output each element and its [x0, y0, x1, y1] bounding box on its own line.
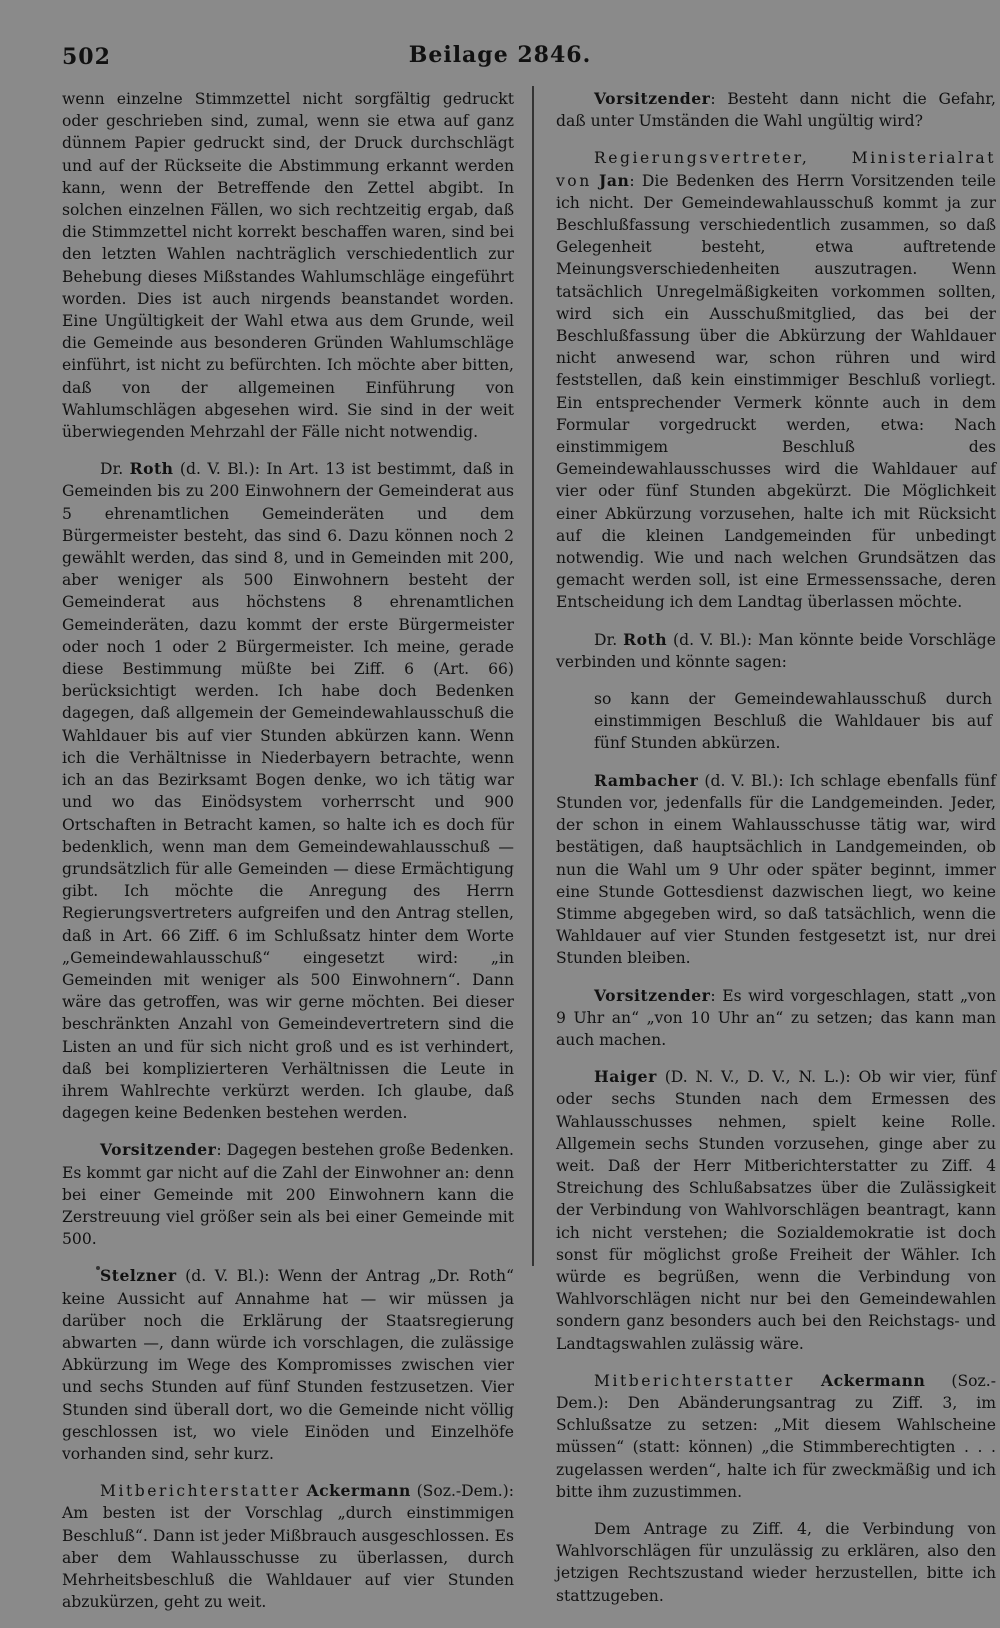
paragraph: Mitberichterstatter Ackermann (Soz.-Dem.): Am besten ist der Vorschlag „durch einstimmigen Beschluß“. Dann ist jeder Mißbrauch ausgeschlossen. Es aber dem Wahlausschusse zu überlassen, durch Mehrheitsbeschluß die Wahldauer auf vier Stunden abzukürzen, geht zu weit. [62, 1481, 514, 1612]
speaker-party: (d. V. Bl.): [173, 460, 267, 479]
paragraph: Vorsitzender: Es wird vorgeschlagen, statt „von 9 Uhr an“ „von 10 Uhr an“ zu setzen; das kann man auch machen. [556, 985, 996, 1049]
column-rule [532, 86, 534, 1266]
speaker-name: Vorsitzender [594, 89, 711, 108]
paragraph: Dr. Roth (d. V. Bl.): In Art. 13 ist bestimmt, daß in Gemeinden bis zu 200 Einwohnern der Gemeinderat aus 5 ehrenamtlichen Gemeinderäten und dem Bürgermeister besteht, das sind 6. Dazu können noch 2 gewählt werden, das sind 8, und in Gemeinden mit 200, aber weniger als 500 Einwohnern besteht der Gemeinderat aus höchstens 8 ehrenamtlichen Gemeinderäten, dazu kommt der erste Bürgermeister oder noch 1 oder 2 Bürgermeister. Ich meine, gerade diese Bestimmung müßte bei Ziff. 6 (Art. 66) berücksichtigt werden. Ich habe doch Bedenken dagegen, daß allgemein der Gemeindewahlausschuß die Wahldauer bis auf vier Stunden abkürzen kann. Wenn ich die Verhältnisse in Niederbayern betrachte, wenn ich an das Bezirksamt Bogen denke, wo ich tätig war und wo das Einödsystem vorherrscht und 900 Ortschaften in Betracht kamen, so halte ich es doch für bedenklich, wenn man dem Gemeindewahlausschuß — grundsätzlich für alle Gemeinden — diese Ermächtigung gibt. Ich möchte die Anregung des Herrn Regierungsvertreters aufgreifen und den Antrag stellen, daß in Art. 66 Ziff. 6 im Schlußsatz hinter dem Worte „Gemeindewahlausschuß“ eingesetzt wird: „in Gemeinden mit weniger als 500 Einwohnern“. Dann wäre das getroffen, was wir gerne möchten. Bei dieser beschränkten Anzahl von Gemeindevertretern sind die Listen an und für sich nicht groß und es ist verhindert, daß bei komplizierteren Verhältnissen die Leute in ihrem Wahlrechte verkürzt werden. Ich glaube, daß dagegen keine Bedenken bestehen werden. [62, 459, 514, 1123]
paragraph: Rambacher (d. V. Bl.): Ich schlage ebenfalls fünf Stunden vor, jedenfalls für die Landgemeinden. Jeder, der schon in einem Wahlausschusse tätig war, wird bestätigen, daß hauptsächlich in Landgemeinden, ob nun die Wahl um 9 Uhr oder später beginnt, immer eine Stunde Gottesdienst dazwischen liegt, wo keine Stimme abgegeben wird, so daß tatsächlich, wenn die Wahldauer auf vier Stunden festgesetzt ist, nur drei Stunden bleiben. [556, 770, 996, 968]
paragraph: Mitberichterstatter Ackermann (Soz.-Dem.): Den Abänderungsantrag zu Ziff. 3, im Schlußsatze zu setzen: „Mit diesem Wahlscheine müssen“ (statt: können) „die Stimmberechtigten . . . zugelassen werden“, halte ich für zweckmäßig und ich bitte ihm zuzustimmen. [556, 1370, 996, 1501]
right-column [556, 88, 996, 1622]
speaker-name: Ackermann [306, 1481, 411, 1501]
paragraph: Dr. Roth (d. V. Bl.): Man könnte beide Vorschläge verbinden und könnte sagen: [556, 629, 996, 671]
quoted-proposal: so kann der Gemeindewahlausschuß durch einstimmigen Beschluß die Wahldauer bis auf fünf Stunden abkürzen. [594, 690, 992, 753]
paragraph: Vorsitzender: Besteht dann nicht die Gefahr, daß unter Umständen die Wahl ungültig wird? [556, 89, 996, 131]
paragraph: Regierungsvertreter, Ministerialrat von Jan: Die Bedenken des Herrn Vorsitzenden teile ich nicht. Der Gemeindewahlausschuß kommt ja zur Beschlußfassung verschiedentlich zusammen, so daß Gelegenheit besteht, etwa auftretende Meinungsverschiedenheiten auszutragen. Wenn tatsächlich Unregelmäßigkeiten vorkommen sollten, wird sich ein Ausschußmitglied, das bei der Beschlußfassung über die Abkürzung der Wahldauer nicht anwesend war, schon rühren und wird feststellen, daß kein einstimmiger Beschluß vorliegt. Ein entsprechender Vermerk könnte auch in dem Formular vorgedruckt werden, etwa: Nach einstimmigem Beschluß des Gemeindewahlausschusses wird die Wahldauer auf vier oder fünf Stunden abgekürzt. Die Möglichkeit einer Abkürzung vorzusehen, halte ich mit Rücksicht auf die kleinen Landgemeinden für unbedingt notwendig. Wie und nach welchen Grundsätzen das gemacht werden soll, ist eine Ermessenssache, deren Entscheidung ich dem Landtag überlassen möchte. [556, 149, 996, 612]
speaker-party: (d. V. Bl.): [698, 771, 790, 790]
speaker-party: (d. V. Bl.): [667, 630, 759, 649]
speaker-role: Mitberichterstatter [100, 1482, 301, 1501]
page-number: 502 [62, 44, 111, 70]
speaker-name: Roth [623, 629, 668, 649]
speaker-name: Vorsitzender [594, 985, 711, 1005]
paragraph: Vorsitzender: Dagegen bestehen große Bedenken. Es kommt gar nicht auf die Zahl der Einwohner an: denn bei einer Gemeinde mit 200 Einwohnern kann die Zerstreuung viel größer sein als bei einer Gemeinde mit 500. [62, 1140, 514, 1249]
speaker-name: Rambacher [594, 770, 699, 790]
speaker-name: Stelzner [100, 1266, 177, 1286]
paragraph: Stelzner (d. V. Bl.): Wenn der Antrag „Dr. Roth“ keine Aussicht auf Annahme hat — wir müssen ja darüber noch die Erklärung der Staatsregierung abwarten —, dann würde ich vorschlagen, die zulässige Abkürzung im Wege des Kompromisses zwischen vier und sechs Stunden auf fünf Stunden festzusetzen. Vier Stunden sind überall dort, wo die Gemeinde nicht völlig geschlossen ist, wo viele Einöden und Einzelhöfe vorhanden sind, sehr kurz. [62, 1266, 514, 1463]
paragraph: wenn einzelne Stimmzettel nicht sorgfältig gedruckt oder geschrieben sind, zumal, wenn sie etwa auf ganz dünnem Papier gedruckt sind, der Druck durchschlägt und auf der Rückseite die Abstimmung erkannt werden kann, wenn der Betreffende den Zettel abgibt. In solchen einzelnen Fällen, wo sich rechtzeitig ergab, daß die Stimmzettel nicht korrekt beschaffen waren, sind bei den letzten Wahlen nachträglich verschiedentlich zur Behebung dieses Mißstandes Wahlumschläge eingeführt worden. Dies ist auch nirgends beanstandet worden. Eine Ungültigkeit der Wahl etwa aus dem Grunde, weil die Gemeinde aus besonderen Gründen Wahlumschläge einführt, ist nicht zu befürchten. Ich möchte aber bitten, daß von der allgemeinen Einführung von Wahlumschlägen abgesehen wird. Sie sind in der weit überwiegenden Mehrzahl der Fälle nicht notwendig. [62, 90, 514, 442]
speaker-name: Vorsitzender [100, 1140, 217, 1160]
speaker-party: (Soz.-Dem.): [410, 1482, 514, 1501]
scan-speck [96, 1266, 100, 1270]
speaker-name: Jan [599, 170, 630, 190]
speaker-name: Roth [129, 459, 174, 479]
paragraph: Haiger (D. N. V., D. V., N. L.): Ob wir vier, fünf oder sechs Stunden nach dem Ermessen des Wahlausschusses nehmen, spielt keine Rolle. Allgemein sechs Stunden vorzusehen, ginge aber zu weit. Daß der Herr Mitberichterstatter zu Ziff. 4 Streichung des Schlußabsatzes über die Zulässigkeit der Verbindung von Wahlvorschlägen beantragt, kann ich nicht verstehen; die Sozialdemokratie ist doch sonst für möglichst große Freiheit der Wähler. Ich würde es begrüßen, wenn die Verbindung von Wahlvorschlägen nicht nur bei den Gemeindewahlen sondern ganz besonders auch bei den Reichstags- und Landtagswahlen zulässig wäre. [556, 1067, 997, 1353]
paragraph: Dem Antrage zu Ziff. 4, die Verbindung von Wahlvorschlägen für unzulässig zu erklären, also den jetzigen Rechtszustand wieder herzustellen, bitte ich stattzugeben. [556, 1519, 996, 1605]
speaker-party: (Soz.-Dem.): [556, 1371, 996, 1412]
speaker-name: Ackermann [820, 1370, 926, 1390]
speaker-role: Regierungsvertreter, Ministerialrat von [556, 149, 996, 190]
running-head: Beilage 2846. [408, 42, 592, 68]
speaker-party: (D. N. V., D. V., N. L.): [656, 1068, 859, 1087]
speaker-party: (d. V. Bl.): [176, 1267, 279, 1286]
speaker-role: Mitberichterstatter [594, 1371, 795, 1390]
left-column [62, 88, 514, 1628]
speaker-name: Haiger [594, 1067, 657, 1087]
